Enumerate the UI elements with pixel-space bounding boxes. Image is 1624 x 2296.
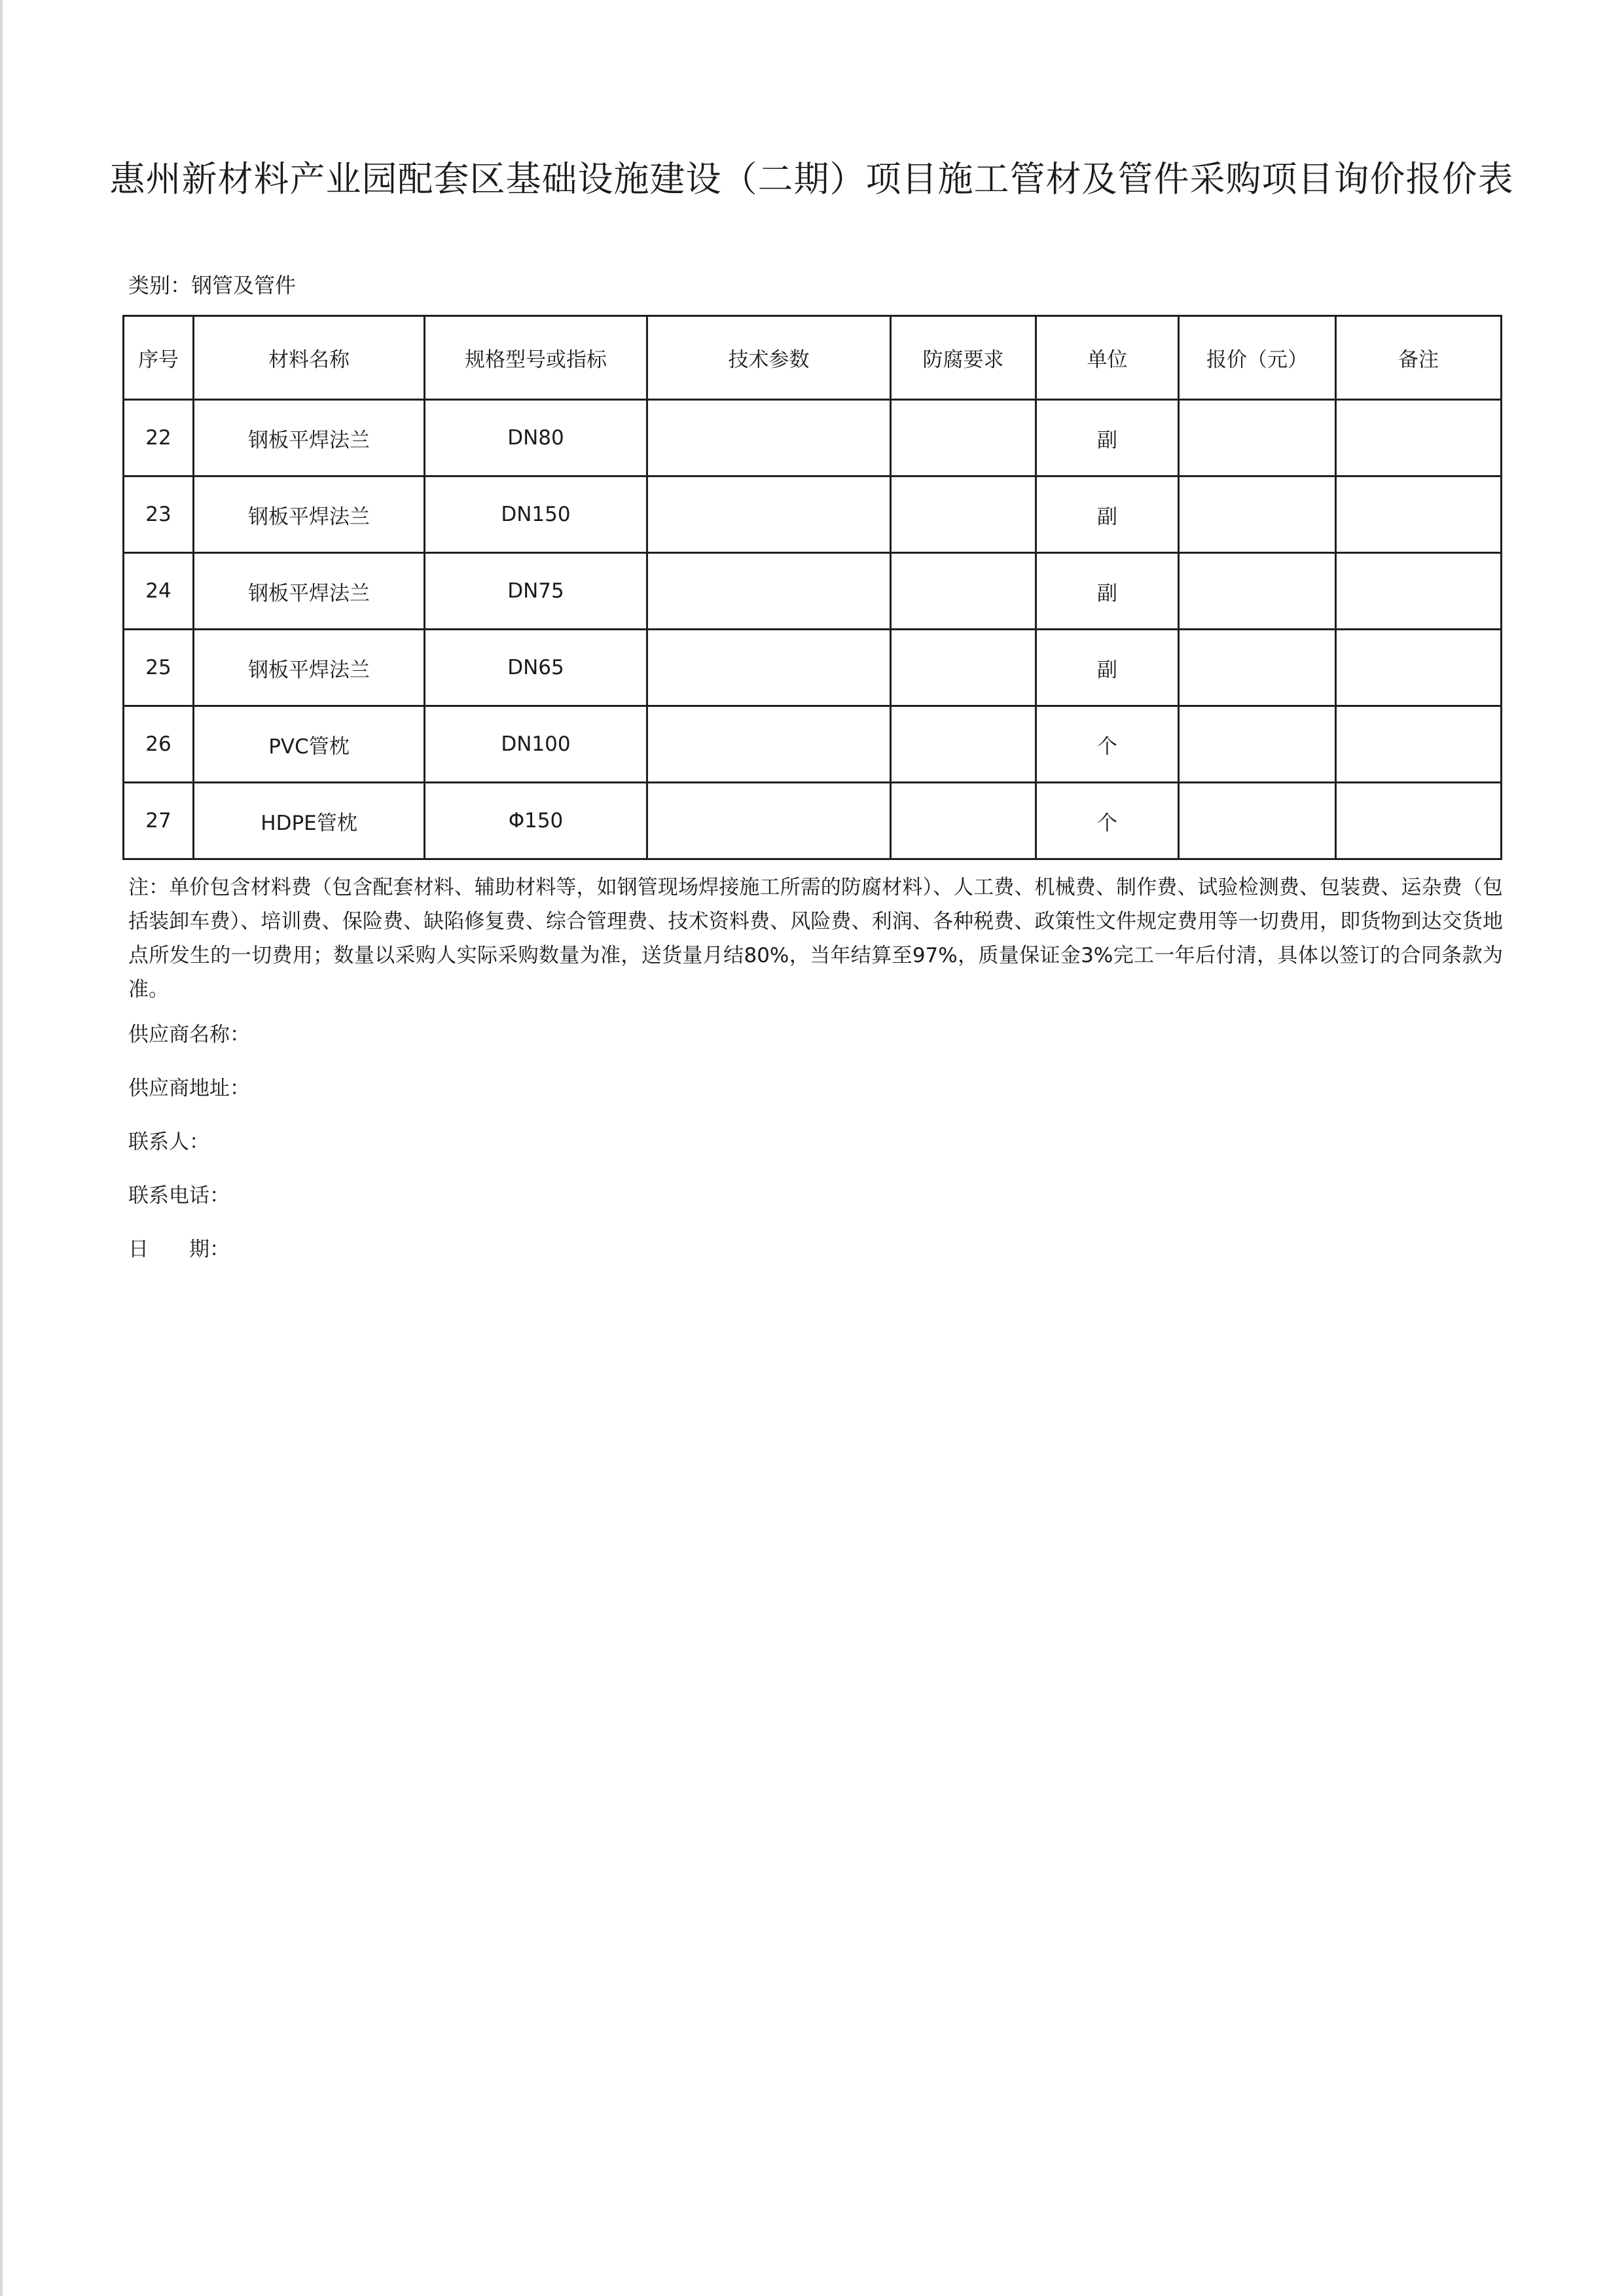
cell-remark[interactable]	[1336, 706, 1502, 783]
table-row	[124, 783, 1502, 859]
table-row	[124, 553, 1502, 630]
cell-anticorrosion[interactable]	[891, 630, 1036, 706]
cell-unit: 副	[1036, 630, 1179, 706]
cell-price[interactable]	[1179, 476, 1336, 553]
document-title: 惠州新材料产业园配套区基础设施建设（二期）项目施工管材及管件采购项目询价报价表	[109, 158, 1514, 200]
cell-tech[interactable]	[647, 630, 891, 706]
cell-tech[interactable]	[647, 553, 891, 630]
cell-tech[interactable]	[647, 476, 891, 553]
header-remark: 备注	[1336, 316, 1502, 400]
supplier-name-field[interactable]: 供应商名称：	[128, 1023, 250, 1047]
cell-no: 22	[124, 400, 194, 476]
cell-unit: 副	[1036, 553, 1179, 630]
cell-remark[interactable]	[1336, 400, 1502, 476]
cell-spec: DN80	[425, 400, 647, 476]
cell-anticorrosion[interactable]	[891, 783, 1036, 859]
category-label: 类别：钢管及管件	[128, 273, 297, 298]
cell-spec: DN65	[425, 630, 647, 706]
table-header-row	[124, 316, 1502, 400]
cell-name: HDPE管枕	[194, 783, 425, 859]
cell-name: 钢板平焊法兰	[194, 400, 425, 476]
supplier-info-fields	[128, 1018, 250, 1286]
cell-tech[interactable]	[647, 706, 891, 783]
cell-spec: Φ150	[425, 783, 647, 859]
cell-tech[interactable]	[647, 400, 891, 476]
cell-no: 27	[124, 783, 194, 859]
cell-price[interactable]	[1179, 783, 1336, 859]
cell-price[interactable]	[1179, 630, 1336, 706]
header-price: 报价（元）	[1179, 316, 1336, 400]
cell-unit: 个	[1036, 706, 1179, 783]
cell-remark[interactable]	[1336, 630, 1502, 706]
header-material-name: 材料名称	[194, 316, 425, 400]
header-no: 序号	[124, 316, 194, 400]
header-anticorrosion: 防腐要求	[891, 316, 1036, 400]
cell-no: 24	[124, 553, 194, 630]
cell-anticorrosion[interactable]	[891, 400, 1036, 476]
date-field[interactable]: 日 期：	[128, 1238, 230, 1261]
cell-unit: 副	[1036, 400, 1179, 476]
cell-unit: 副	[1036, 476, 1179, 553]
cell-tech[interactable]	[647, 783, 891, 859]
cell-unit: 个	[1036, 783, 1179, 859]
cell-spec: DN75	[425, 553, 647, 630]
header-spec: 规格型号或指标	[425, 316, 647, 400]
cell-remark[interactable]	[1336, 783, 1502, 859]
cell-name: 钢板平焊法兰	[194, 630, 425, 706]
cell-price[interactable]	[1179, 706, 1336, 783]
cell-price[interactable]	[1179, 553, 1336, 630]
cell-spec: DN150	[425, 476, 647, 553]
cell-no: 23	[124, 476, 194, 553]
scan-edge	[0, 0, 3, 2296]
pricing-note: 注：单价包含材料费（包含配套材料、辅助材料等，如钢管现场焊接施工所需的防腐材料）、人工费、机械费、制作费、试验检测费、包装费、运杂费（包括装卸车费）、培训费、保险费、缺陷修复费、综合管理费、技术资料费、风险费、利润、各种税费、政策性文件规定费用等一切费用，即货物到达交货地点所发生的一切费用；数量以采购人实际采购数量为准，送货量月结80%，当年结算至97%，质量保证金3%完工一年后付清，具体以签订的合同条款为准。	[128, 876, 1503, 1001]
table-row	[124, 706, 1502, 783]
table-row	[124, 630, 1502, 706]
cell-name: 钢板平焊法兰	[194, 553, 425, 630]
header-tech-params: 技术参数	[647, 316, 891, 400]
cell-remark[interactable]	[1336, 476, 1502, 553]
cell-no: 26	[124, 706, 194, 783]
supplier-address-field[interactable]: 供应商地址：	[128, 1077, 250, 1100]
cell-name: PVC管枕	[194, 706, 425, 783]
cell-anticorrosion[interactable]	[891, 553, 1036, 630]
cell-price[interactable]	[1179, 400, 1336, 476]
table-row	[124, 400, 1502, 476]
cell-spec: DN100	[425, 706, 647, 783]
contact-phone-field[interactable]: 联系电话：	[128, 1184, 230, 1208]
contact-person-field[interactable]: 联系人：	[128, 1130, 209, 1154]
quotation-table	[122, 315, 1502, 860]
cell-anticorrosion[interactable]	[891, 706, 1036, 783]
cell-name: 钢板平焊法兰	[194, 476, 425, 553]
header-unit: 单位	[1036, 316, 1179, 400]
cell-no: 25	[124, 630, 194, 706]
table-row	[124, 476, 1502, 553]
cell-remark[interactable]	[1336, 553, 1502, 630]
cell-anticorrosion[interactable]	[891, 476, 1036, 553]
